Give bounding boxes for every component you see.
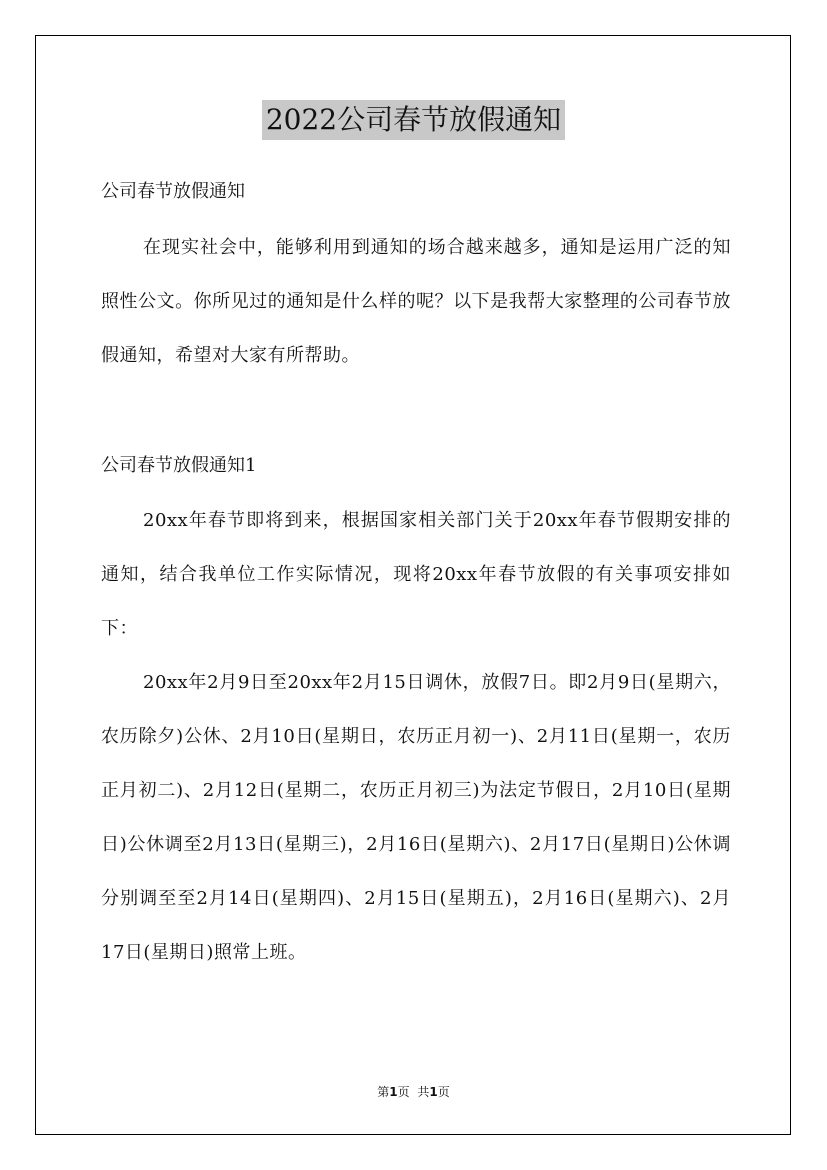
paragraph-2: 20xx年2月9日至20xx年2月15日调休，放假7日。即2月9日(星期六，农历除夕)公休、2月10日(星期日，农历正月初一)、2月11日(星期一，农历正月初二)、2月12日(星期二，农历正月初三)为法定节假日，2月10日(星期日)公休调至2月13日(星期三)，2月16日(星期六)、2月17日(星期日)公休调分别调至至2月14日(星期四)、2月15日(星期五)，2月16日(星期六)、2月17日(星期日)照常上班。 bbox=[101, 672, 731, 963]
section-heading: 公司春节放假通知1 bbox=[101, 455, 257, 476]
title-wrap bbox=[0, 100, 827, 140]
page-footer bbox=[0, 1083, 827, 1101]
document-title: 2022公司春节放假通知 bbox=[262, 100, 565, 140]
document-subtitle: 公司春节放假通知 bbox=[101, 181, 245, 202]
intro-block bbox=[101, 221, 731, 383]
total-pages-number: 1 bbox=[429, 1085, 438, 1099]
page-label-prefix: 第 bbox=[377, 1085, 390, 1099]
total-label-prefix: 共 bbox=[417, 1085, 430, 1099]
section-body bbox=[101, 494, 731, 980]
intro-paragraph: 在现实社会中，能够利用到通知的场合越来越多，通知是运用广泛的知照性公文。你所见过的通知是什么样的呢？以下是我帮大家整理的公司春节放假通知，希望对大家有所帮助。 bbox=[101, 237, 731, 366]
paragraph-1: 20xx年春节即将到来，根据国家相关部门关于20xx年春节假期安排的通知，结合我单位工作实际情况，现将20xx年春节放假的有关事项安排如下： bbox=[101, 510, 731, 639]
page-label-suffix: 页 bbox=[397, 1085, 410, 1099]
current-page-number: 1 bbox=[389, 1085, 398, 1099]
total-label-suffix: 页 bbox=[437, 1085, 450, 1099]
